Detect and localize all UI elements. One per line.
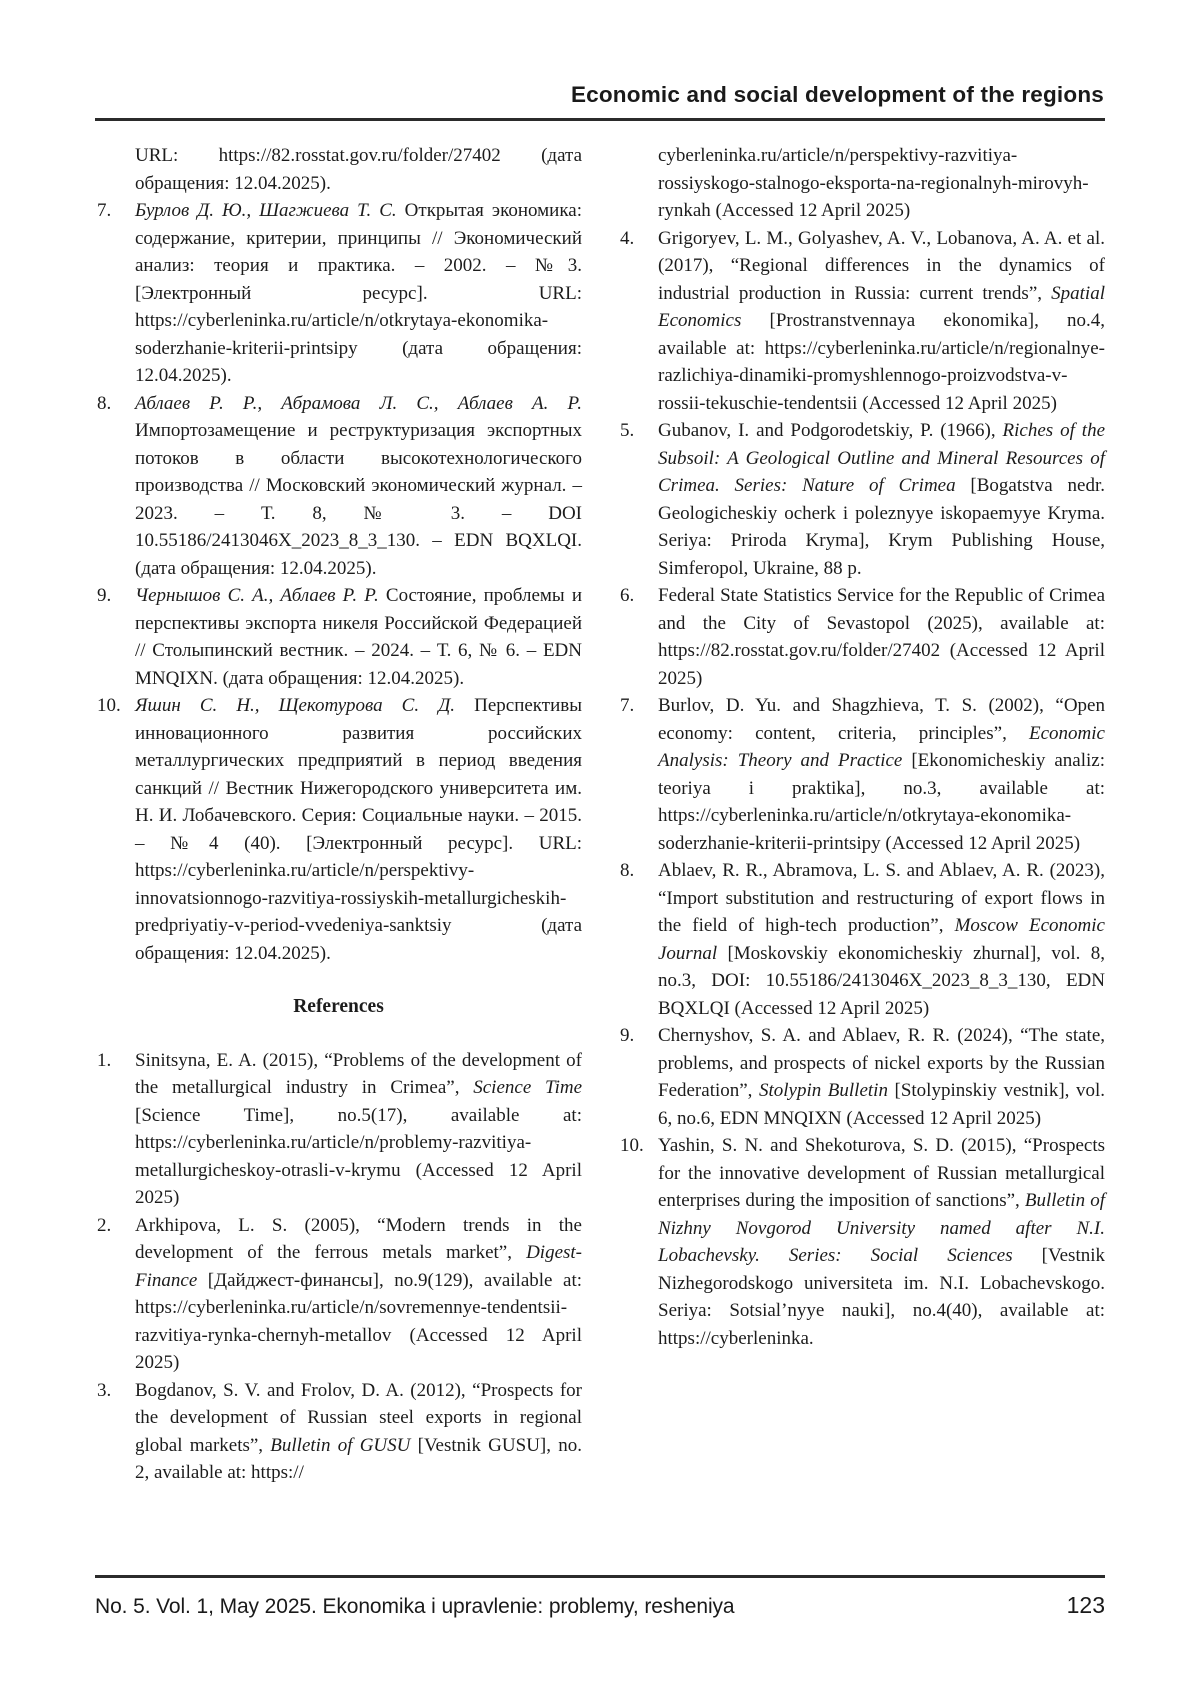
reference-number: 2. [97,1214,112,1236]
reference-item [95,582,582,692]
reference-number: 8. [97,392,112,414]
references-content [95,142,1105,1487]
reference-text: Чернышов С. А., Аблаев Р. Р. Состояние, проблемы и перспективы экспорта никеля Российской Федерацией // Столыпинский вестник. – 2024. – Т. 6, № 6. – EDN MNQIXN. (дата обращения: 12.04.2025). [135,585,582,689]
reference-number: 10. [620,1135,644,1156]
right-column [618,142,1105,1487]
reference-item [95,692,582,967]
reference-number: 10. [97,695,121,716]
reference-number: 1. [97,1049,112,1071]
reference-item [95,1377,582,1487]
left-column [95,142,582,1487]
reference-item [95,197,582,390]
reference-item [95,390,582,583]
references-heading: References [293,996,384,1017]
reference-number: 9. [97,585,112,606]
reference-text: Grigoryev, L. M., Golyashev, A. V., Lobanova, A. A. et al. (2017), “Regional differences in the dynamics of industrial production in Russia: current trends”, Spatial Economics [Prostranstvennaya ekonomika], no.4, available at: https://cyberleninka.ru/article/n/regionalnye-razlichiya-dinamiki-promyshlennogo-proizvodstva-v-rossii-tekuschie-tendentsii (Accessed 12 April 2025) [658,227,1105,414]
reference-text: Burlov, D. Yu. and Shagzhieva, T. S. (2002), “Open economy: content, criteria, principles”, Economic Analysis: Theory and Practice [Ekonomicheskiy analiz: teoriya i praktika], no.3, available at: https://cyberleninka.ru/article/n/otkrytaya-ekonomika-soderzhanie-kriterii-printsipy (Accessed 12 April 2025) [658,695,1105,854]
reference-text: Bogdanov, S. V. and Frolov, D. A. (2012), “Prospects for the development of Russian steel exports in regional global markets”, Bulletin of GUSU [Vestnik GUSU], no. 2, available at: https:// [135,1379,582,1483]
reference-text: Аблаев Р. Р., Абрамова Л. С., Аблаев А. Р. Импортозамещение и реструктуризация экспортных потоков в области высокотехнологического производства // Московский экономический журнал. – 2023. – Т. 8, № 3. – DOI 10.55186/2413046X_2023_8_3_130. – EDN BQXLQI. (дата обращения: 12.04.2025). [135,392,582,579]
reference-number: 6. [620,585,635,606]
reference-item [95,1212,582,1377]
reference-text: Federal State Statistics Service for the Republic of Crimea and the City of Sevastopol (2025), available at: https://82.rosstat.gov.ru/folder/27402 (Accessed 12 April 2025) [658,585,1105,689]
reference-item [618,692,1105,857]
footer [95,1592,1105,1619]
header-divider [95,118,1105,121]
page-number: 123 [1066,1592,1105,1618]
reference-number: 9. [620,1025,635,1046]
reference-number: 8. [620,860,635,881]
reference-item [618,857,1105,1022]
reference-text: Бурлов Д. Ю., Шагжиева Т. С. Открытая экономика: содержание, критерии, принципы // Экономический анализ: теория и практика. – 2002. – №3. [Электронный ресурс]. URL: https://cyberleninka.ru/article/n/otkrytaya-ekonomika-soderzhanie-kriterii-printsipy (дата обращения: 12.04.2025). [135,200,582,386]
reference-text: Ablaev, R. R., Abramova, L. S. and Ablaev, A. R. (2023), “Import substitution and restructuring of export flows in the field of high-tech production”, Moscow Economic Journal [Moskovskiy ekonomicheskiy zhurnal], vol. 8, no.3, DOI: 10.55186/2413046X_2023_8_3_130, EDN BQXLQI (Accessed 12 April 2025) [658,860,1105,1019]
reference-item [618,1132,1105,1352]
reference-item [618,582,1105,692]
reference-text: Yashin, S. N. and Shekoturova, S. D. (2015), “Prospects for the innovative development of Russian metallurgical enterprises during the imposition of sanctions”, Bulletin of Nizhny Novgorod University named after N.I. Lobachevsky. Series: Social Sciences [Vestnik Nizhegorodskogo universiteta im. N.I. Lobachevskogo. Seriya: Sotsial’nyye nauki], no.4(40), available at: https://cyberleninka. [658,1135,1105,1349]
reference-carryover: cyberleninka.ru/article/n/perspektivy-razvitiya-rossiyskogo-stalnogo-eksporta-na-regionalnyh-mirovyh-rynkah (Accessed 12 April 2025) [658,145,1089,221]
reference-text: Arkhipova, L. S. (2005), “Modern trends in the development of the ferrous metals market”, Digest-Finance [Дайджест-финансы], no.9(129), available at: https://cyberleninka.ru/article/n/sovremennye-tendentsii-razvitiya-rynka-chernyh-metallov (Accessed 12 April 2025) [135,1214,582,1373]
footer-divider [95,1575,1105,1578]
reference-text: Chernyshov, S. A. and Ablaev, R. R. (2024), “The state, problems, and prospects of nickel exports by the Russian Federation”, Stolypin Bulletin [Stolypinskiy vestnik], vol. 6, no.6, EDN MNQIXN (Accessed 12 April 2025) [658,1025,1105,1129]
reference-text: Яшин С. Н., Щекотурова С. Д. Перспективы инновационного развития российских металлургических предприятий в период введения санкций // Вестник Нижегородского университета им. Н. И. Лобачевского. Серия: Социальные науки. – 2015. – №4 (40). [Электронный ресурс]. URL: https://cyberleninka.ru/article/n/perspektivy-innovatsionnogo-razvitiya-rossiyskih-metallurgicheskih-predpriyatiy-v-period-vvedeniya-sanktsiy (дата обращения: 12.04.2025). [135,695,582,964]
reference-item [618,417,1105,582]
reference-item [618,1022,1105,1132]
reference-number: 7. [620,695,635,716]
footer-issue-info: No. 5. Vol. 1, May 2025. Ekonomika i upravlenie: problemy, resheniya [95,1595,735,1618]
reference-item [618,225,1105,418]
reference-text: Gubanov, I. and Podgorodetskiy, P. (1966), Riches of the Subsoil: A Geological Outline and Mineral Resources of Crimea. Series: Nature of Crimea [Bogatstva nedr. Geologicheskiy ocherk i poleznyye iskopaemyye Kryma. Seriya: Priroda Kryma], Krym Publishing House, Simferopol, Ukraine, 88 p. [658,420,1105,579]
reference-number: 5. [620,420,635,441]
running-title: Economic and social development of the regions [570,82,1104,107]
reference-number: 4. [620,227,635,249]
reference-number: 7. [97,200,112,221]
reference-number: 3. [97,1379,112,1401]
reference-text: Sinitsyna, E. A. (2015), “Problems of the development of the metallurgical industry in Crimea”, Science Time [Science Time], no.5(17), available at: https://cyberleninka.ru/article/n/problemy-razvitiya-metallurgicheskoy-otrasli-v-krymu (Accessed 12 April 2025) [135,1049,583,1208]
reference-carryover: URL: https://82.rosstat.gov.ru/folder/27402 (дата обращения: 12.04.2025). [135,145,582,194]
reference-item [95,1047,582,1212]
